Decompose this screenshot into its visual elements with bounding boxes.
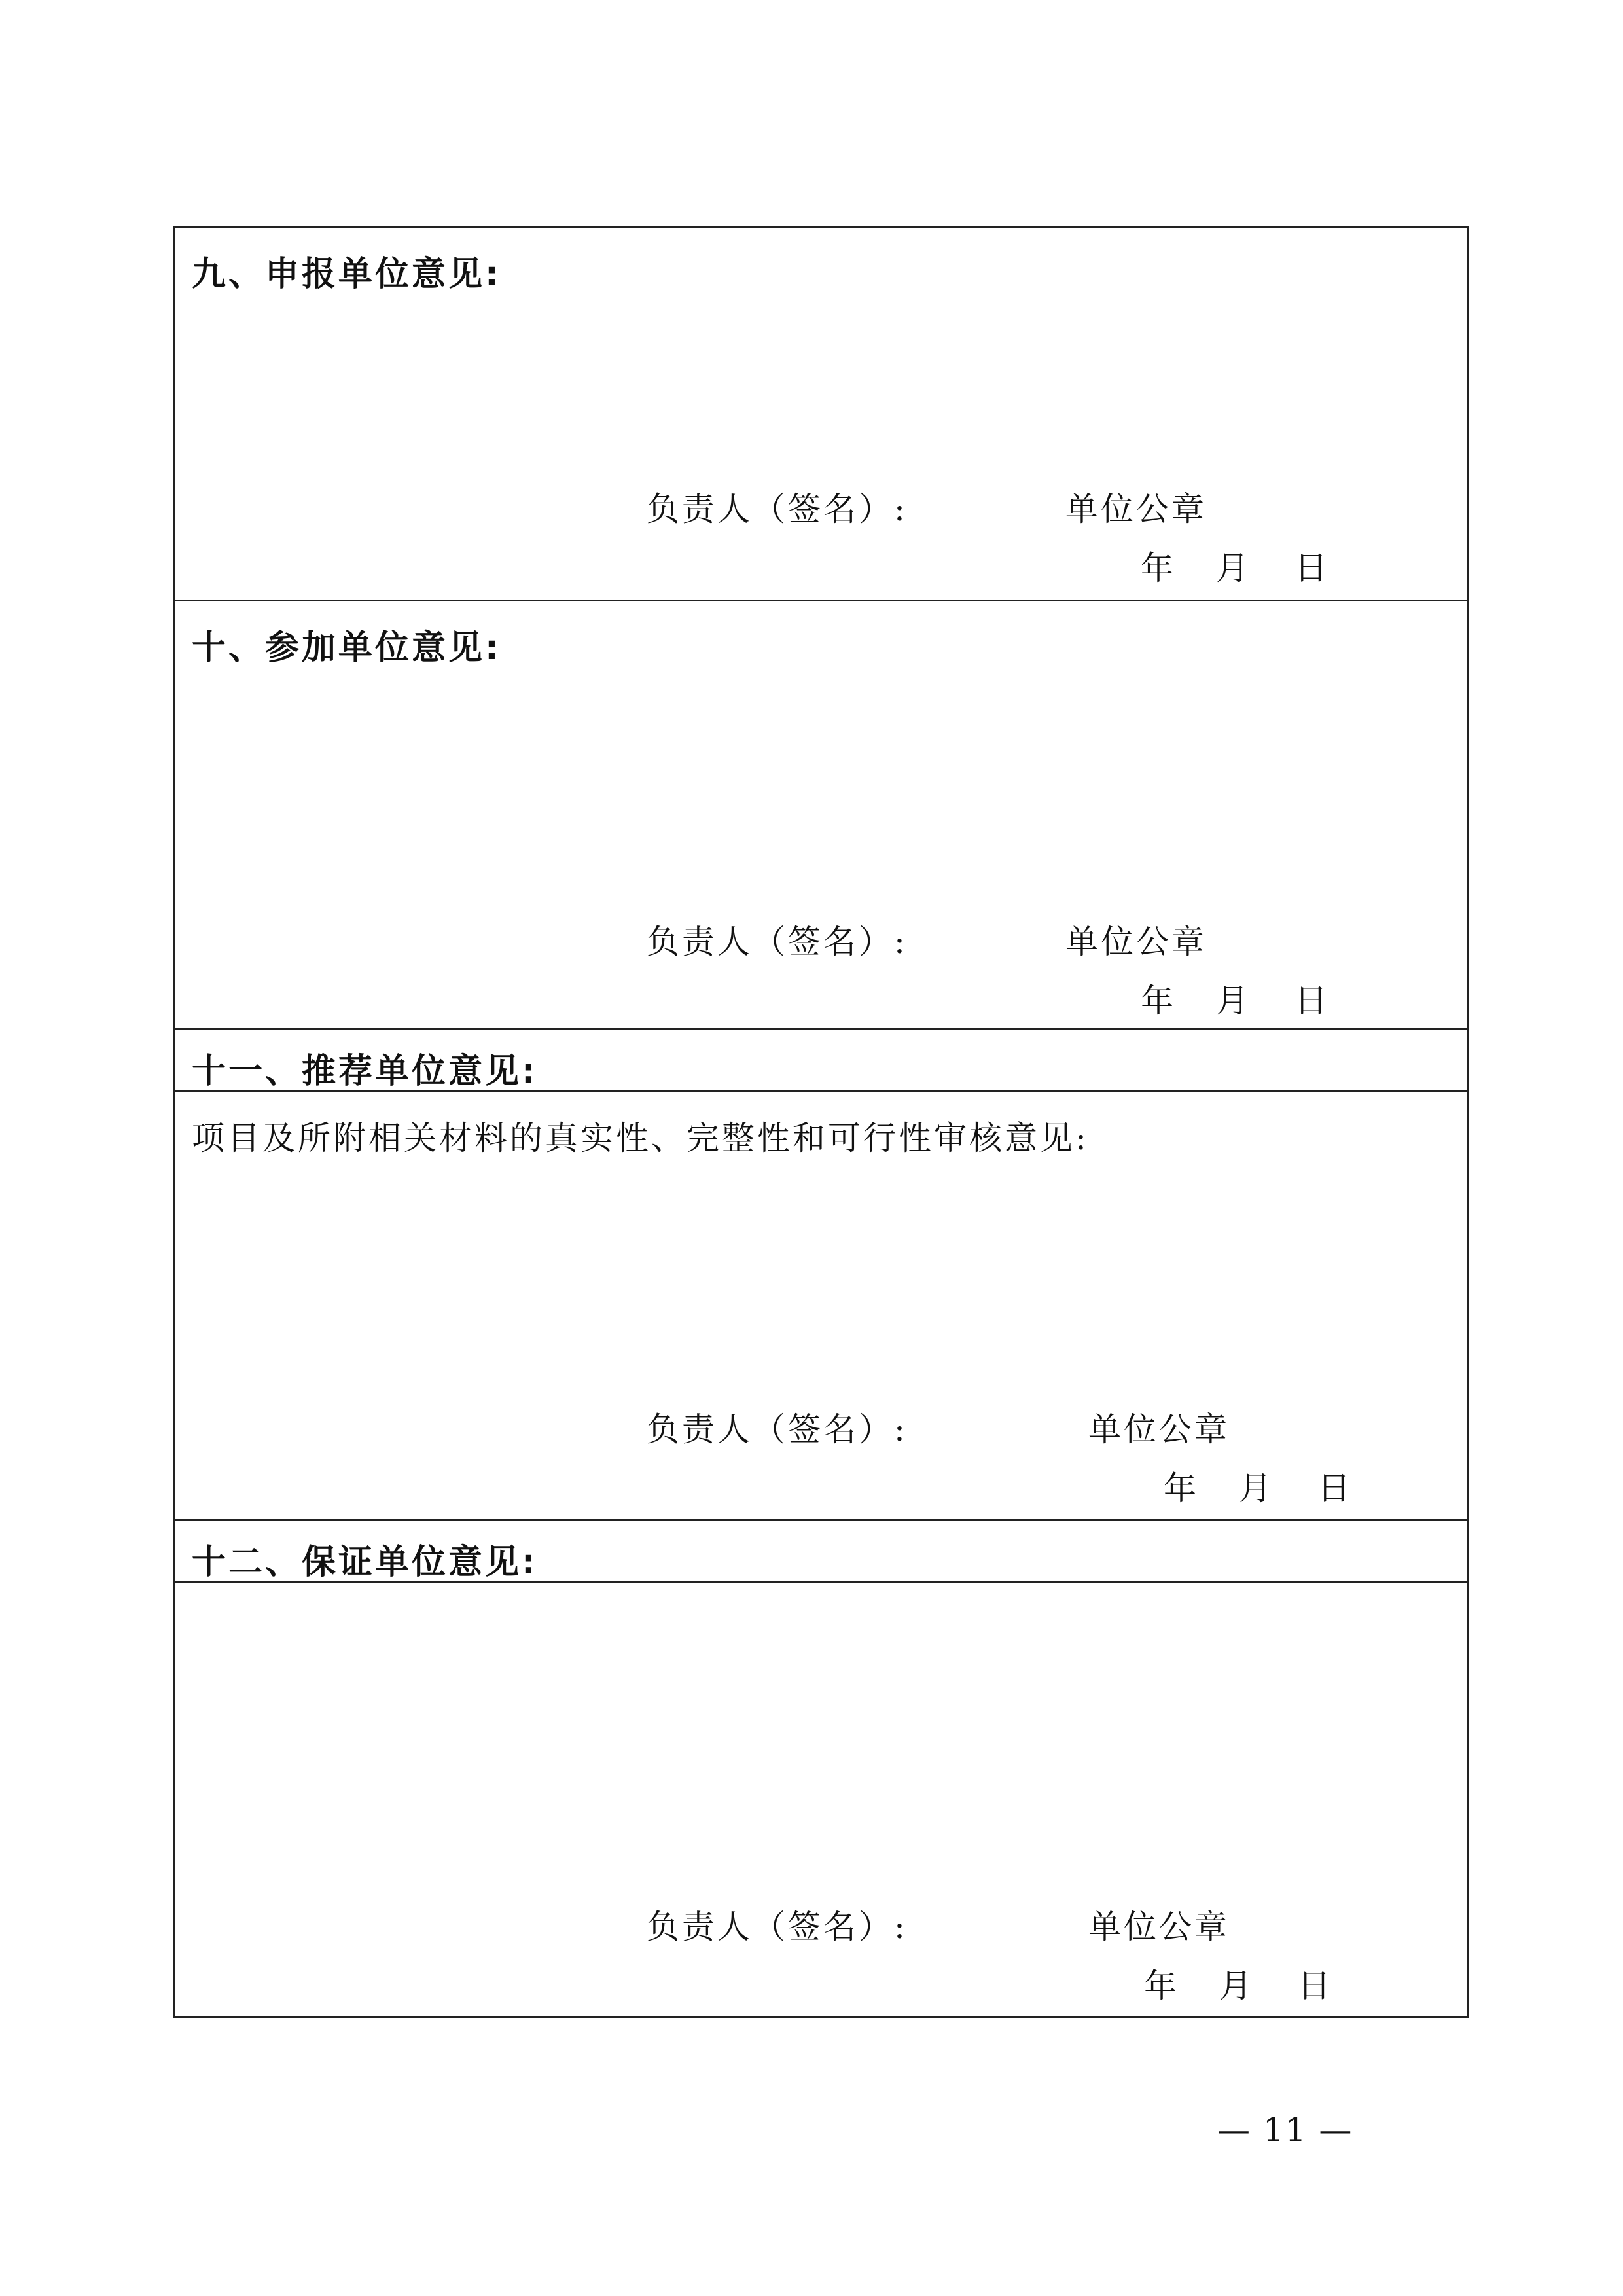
signature-label: 负责人（签名）: (647, 1410, 908, 1448)
section-header-cell (175, 1521, 1467, 1583)
date-month: 月 (1239, 1469, 1274, 1507)
section-title: 九、申报单位意见: (192, 255, 501, 294)
date-year: 年 (1141, 549, 1176, 587)
seal-label: 单位公章 (1065, 923, 1207, 961)
seal-label: 单位公章 (1065, 490, 1207, 528)
date-day: 日 (1294, 549, 1330, 587)
page-number: — 11 — (1217, 2111, 1353, 2149)
date-month: 月 (1219, 1967, 1255, 2005)
date-year: 年 (1144, 1967, 1179, 2005)
review-opinion-prompt: 项目及所附相关材料的真实性、完整性和可行性审核意见: (192, 1119, 1089, 1157)
section-applicant-opinion (175, 228, 1467, 600)
date-month: 月 (1216, 549, 1251, 587)
seal-label: 单位公章 (1088, 1908, 1230, 1946)
date-line (1141, 975, 1330, 1022)
date-year: 年 (1141, 982, 1176, 1020)
seal-label: 单位公章 (1088, 1410, 1230, 1448)
section-header-cell (175, 1030, 1467, 1092)
signature-label: 负责人（签名）: (647, 1908, 908, 1946)
date-month: 月 (1216, 982, 1251, 1020)
section-title: 十一、推荐单位意见: (192, 1052, 538, 1091)
section-title: 十、参加单位意见: (192, 628, 501, 668)
section-title: 十二、保证单位意见: (192, 1543, 538, 1582)
opinion-form-table (173, 226, 1469, 2018)
date-day: 日 (1298, 1967, 1333, 2005)
section-recommender-opinion (175, 1028, 1467, 1519)
date-line (1141, 542, 1330, 589)
date-year: 年 (1164, 1469, 1199, 1507)
section-participant-opinion (175, 600, 1467, 1028)
section-guarantor-opinion (175, 1519, 1467, 2020)
signature-label: 负责人（签名）: (647, 923, 908, 961)
date-day: 日 (1317, 1469, 1353, 1507)
signature-label: 负责人（签名）: (647, 490, 908, 528)
date-line (1144, 1960, 1333, 2007)
date-line (1164, 1462, 1353, 1509)
date-day: 日 (1294, 982, 1330, 1020)
